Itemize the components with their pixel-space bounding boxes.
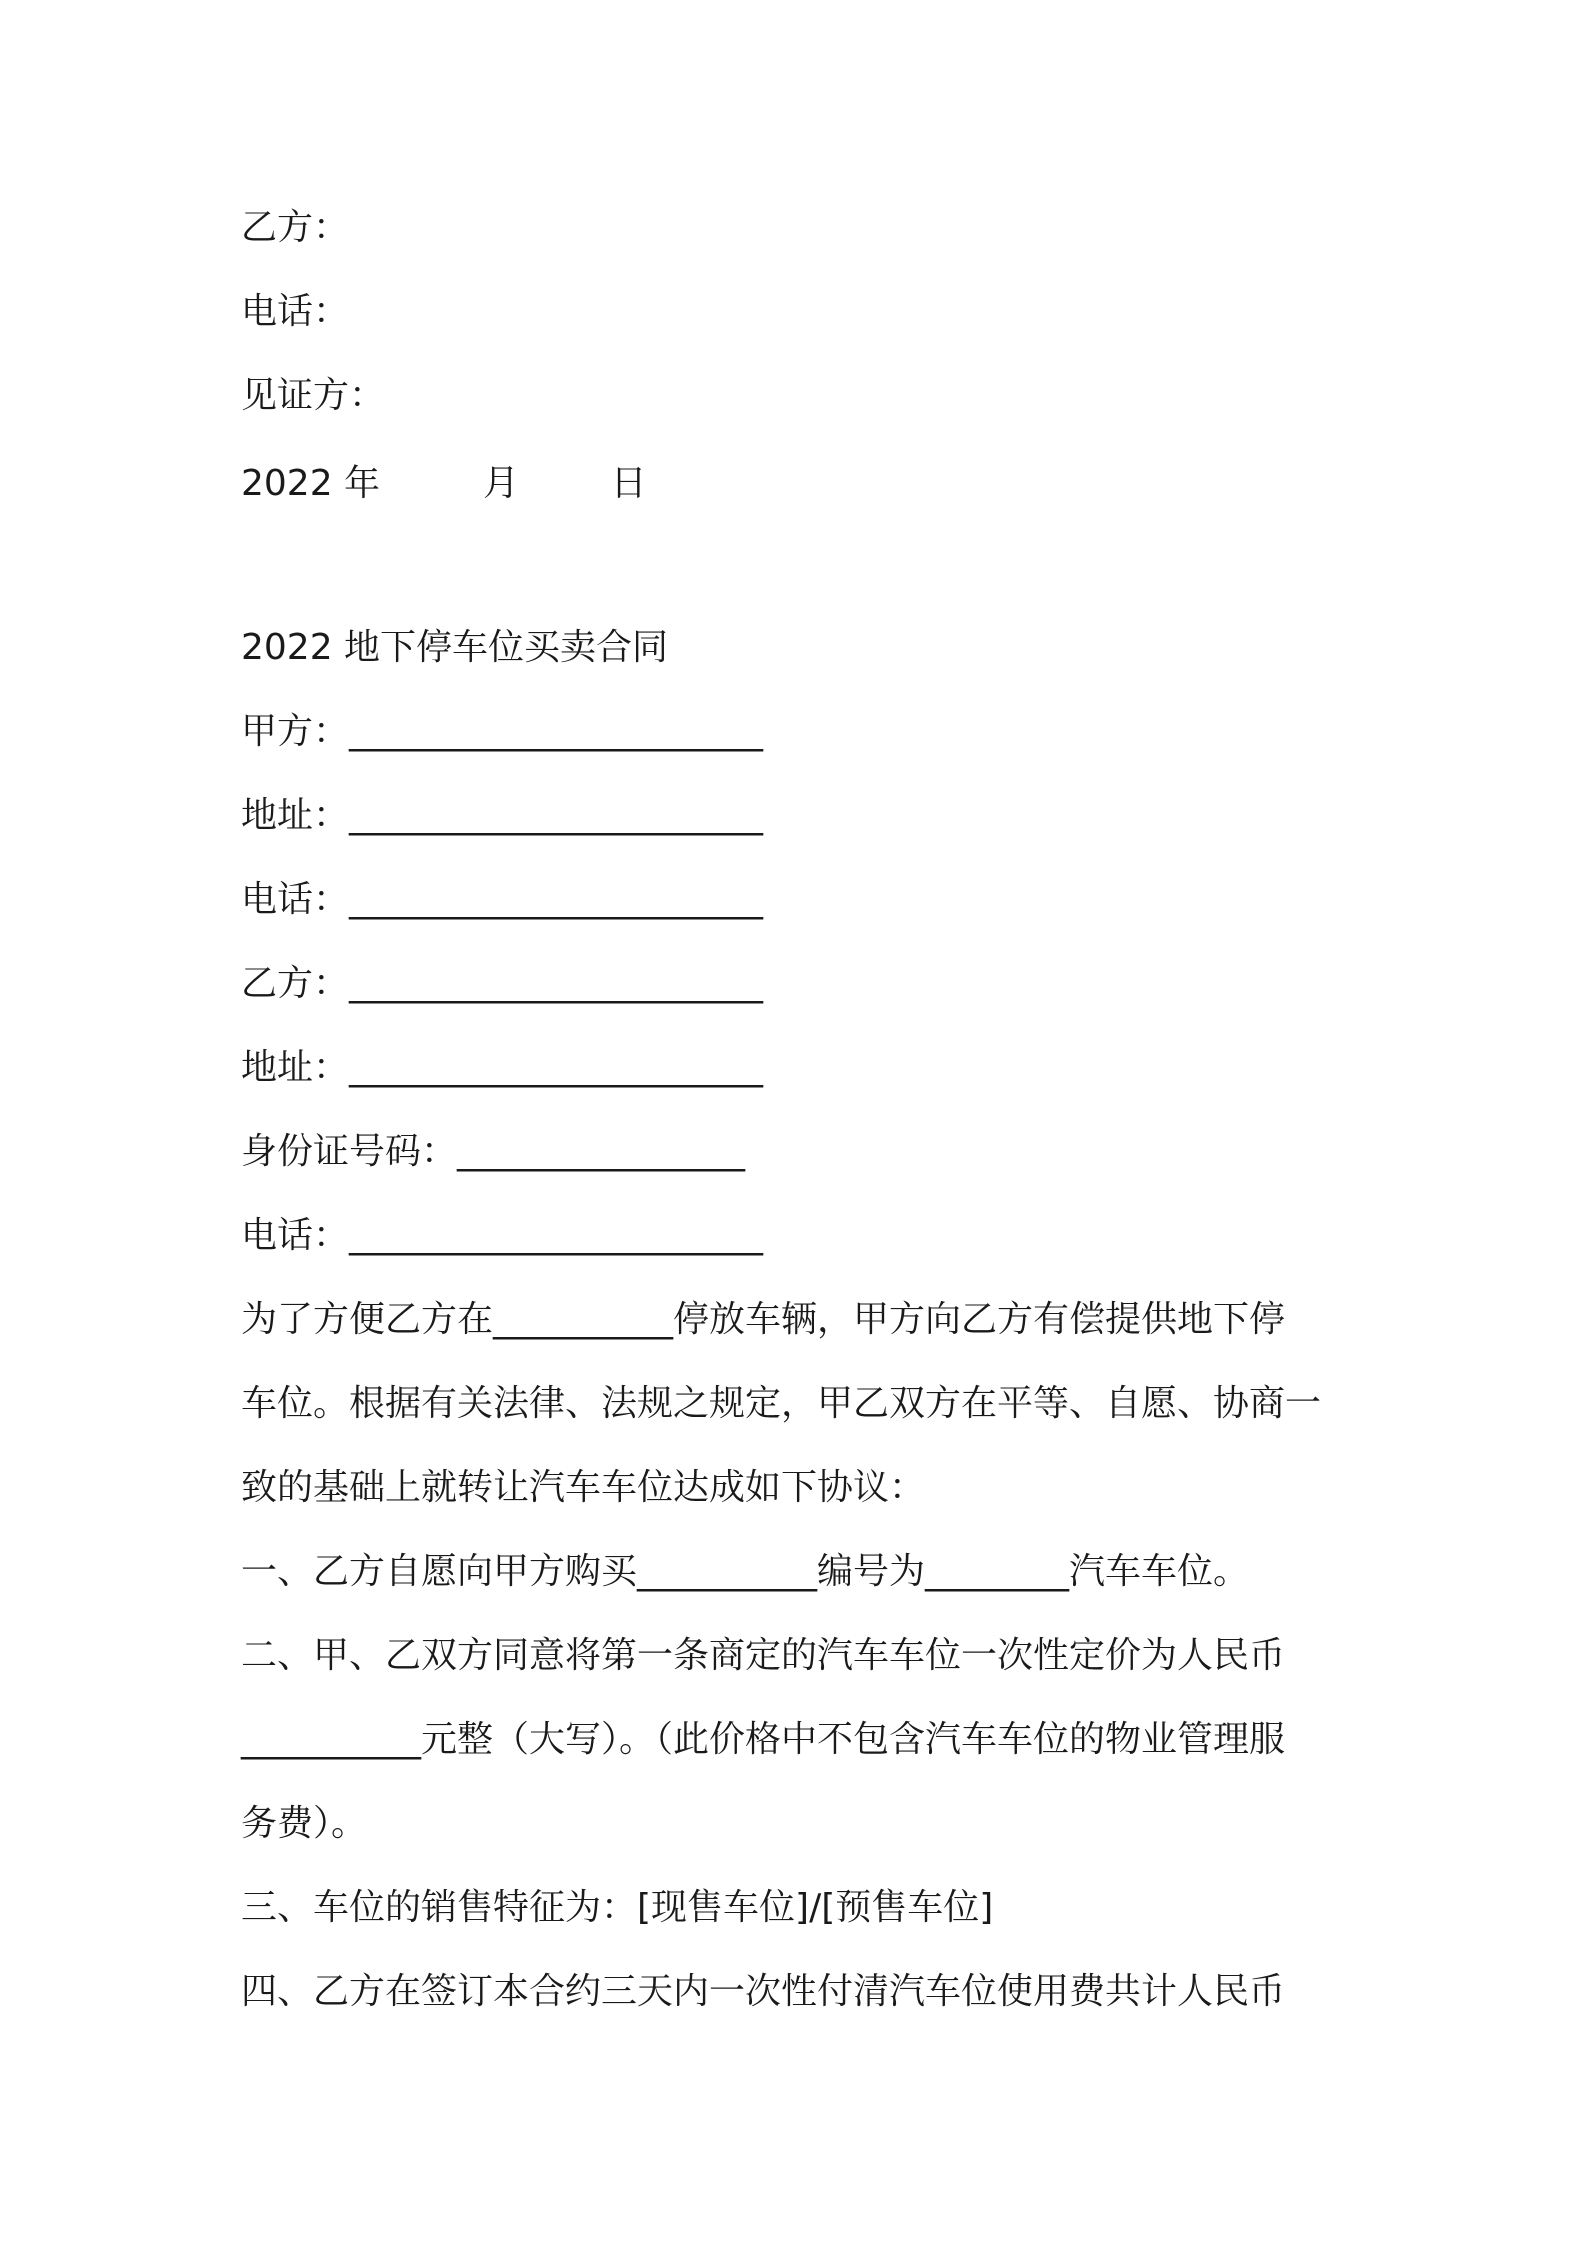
- address-a-field: 地址：_______________________: [241, 795, 764, 836]
- clause-1: 一、乙方自愿向甲方购买__________编号为________汽车车位。: [241, 1551, 1250, 1592]
- paragraph-line: 车位。根据有关法律、法规之规定，甲乙双方在平等、自愿、协商一: [241, 1383, 1322, 1424]
- clause-2-continued: __________元整（大写）。（此价格中不包含汽车车位的物业管理服: [241, 1719, 1286, 1760]
- paragraph-line: 致的基础上就转让汽车车位达成如下协议：: [241, 1467, 926, 1508]
- party-b-field: 乙方：_______________________: [241, 963, 764, 1004]
- address-b-field: 地址：_______________________: [241, 1047, 764, 1088]
- contract-title: 2022 地下停车位买卖合同: [241, 627, 669, 668]
- witness-label: 见证方：: [241, 375, 386, 416]
- clause-3: 三、车位的销售特征为：[现售车位]/[预售车位]: [241, 1887, 994, 1928]
- phone-a-field: 电话：_______________________: [241, 879, 764, 920]
- paragraph-line: 为了方便乙方在__________停放车辆，甲方向乙方有偿提供地下停: [241, 1299, 1286, 1340]
- clause-2-end: 务费）。: [241, 1803, 368, 1844]
- phone-b-field: 电话：_______________________: [241, 1215, 764, 1256]
- clause-4: 四、乙方在签订本合约三天内一次性付清汽车位使用费共计人民币: [241, 1971, 1286, 2012]
- clause-2: 二、甲、乙双方同意将第一条商定的汽车车位一次性定价为人民币: [241, 1635, 1286, 1676]
- id-number-field: 身份证号码：________________: [241, 1131, 746, 1172]
- phone-label: 电话：: [241, 291, 350, 332]
- party-a-field: 甲方：_______________________: [241, 711, 764, 752]
- date-line: 2022 年 月 日: [241, 463, 647, 504]
- party-b-label: 乙方：: [241, 207, 350, 248]
